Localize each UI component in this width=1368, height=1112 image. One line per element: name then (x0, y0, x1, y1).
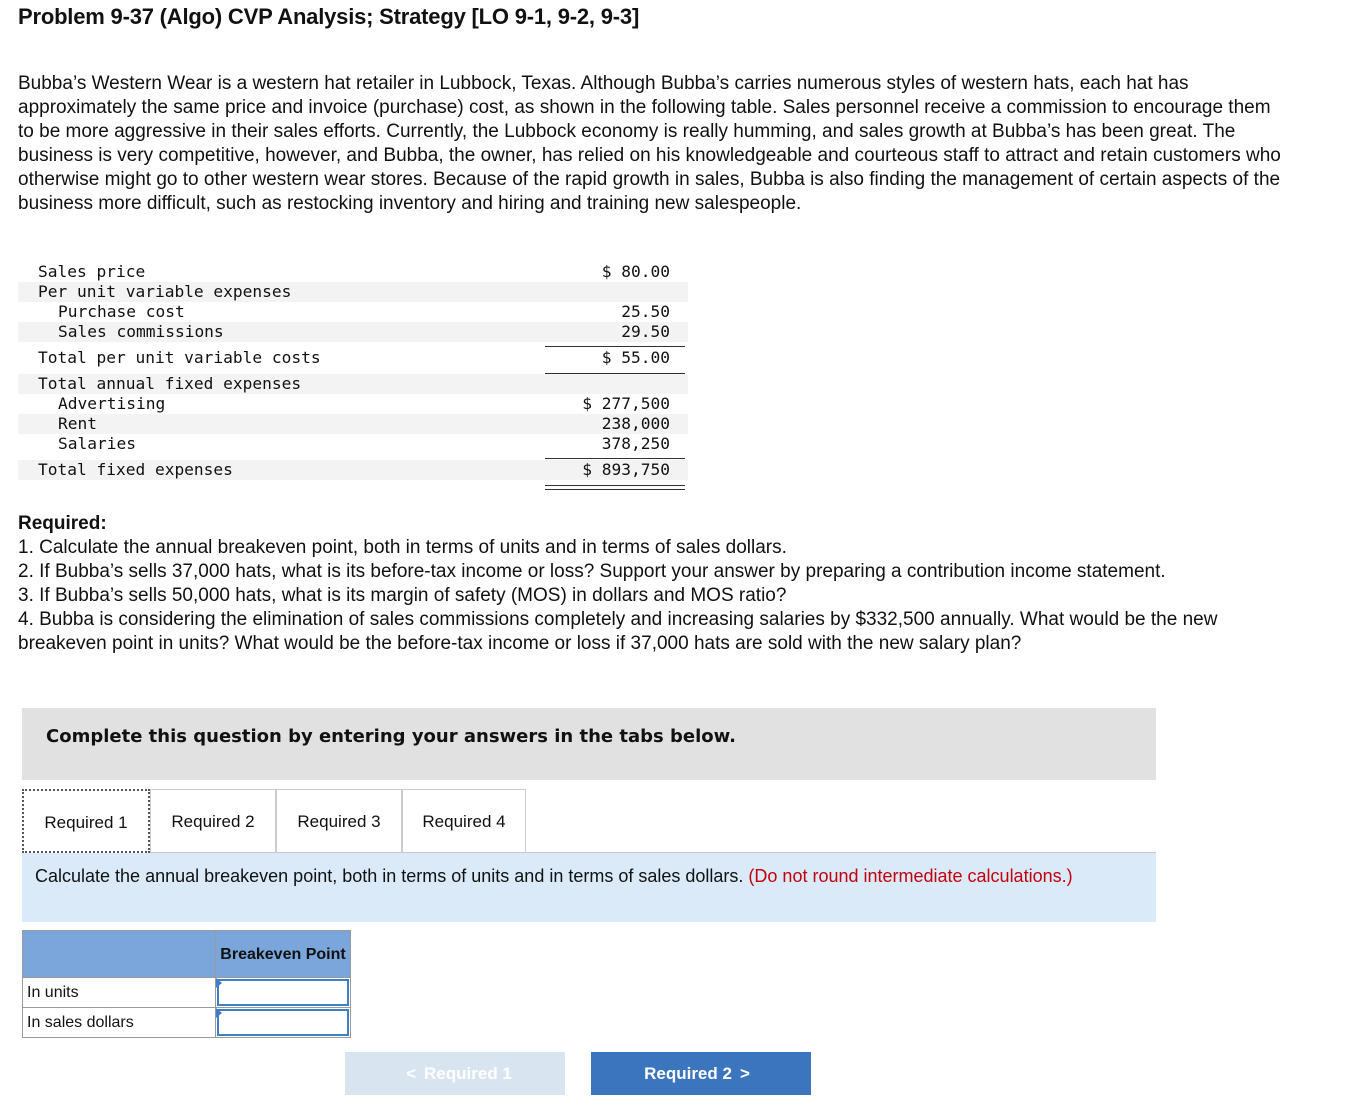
salaries-row (18, 434, 688, 454)
total-fixed-label: Total fixed expenses (38, 460, 233, 479)
required-item-1: 1. Calculate the annual breakeven point, both in terms of units and in terms of sales dollars. (18, 537, 787, 558)
purchase-cost-row (18, 302, 688, 322)
question-text-wrap (35, 866, 1125, 887)
breakeven-units-input[interactable] (216, 978, 351, 1008)
fixed-header-row (18, 374, 688, 394)
next-button-label: Required 2 (644, 1064, 732, 1083)
commission-label: Sales commissions (58, 322, 224, 341)
fixed-header-label: Total annual fixed expenses (38, 374, 302, 393)
total-fixed-row (18, 460, 688, 480)
question-note: (Do not round intermediate calculations.) (748, 866, 1073, 886)
required-item-4: 4. Bubba is considering the elimination of sales commissions completely and increasing salaries by $332,500 annually. What would be the new breakeven point in units? What would be the before-tax income or loss if 37,000 hats are sold with the new salary plan? (18, 609, 1218, 654)
in-sales-dollars-label: In sales dollars (23, 1008, 216, 1038)
answer-header-blank (23, 931, 216, 978)
answer-header-row (23, 931, 351, 978)
total-fixed-value: $ 893,750 (582, 460, 670, 479)
in-units-label: In units (23, 978, 216, 1008)
sales-price-row (18, 262, 688, 282)
sales-price-value: $ 80.00 (601, 262, 670, 281)
required-item-3: 3. If Bubba’s sells 50,000 hats, what is its margin of safety (MOS) in dollars and MOS ratio? (18, 585, 787, 606)
tab-required-3[interactable]: Required 3 (276, 789, 402, 852)
breakeven-point-header: Breakeven Point (216, 931, 351, 978)
required-item-2: 2. If Bubba’s sells 37,000 hats, what is its before-tax income or loss? Support your answer by preparing a contribution income statement. (18, 561, 1166, 582)
prev-button-label: Required 1 (424, 1064, 512, 1083)
question-panel (22, 853, 1156, 922)
salaries-label: Salaries (58, 434, 136, 453)
tab-required-2[interactable]: Required 2 (150, 789, 276, 852)
commission-value: 29.50 (621, 322, 670, 341)
input-field[interactable] (217, 979, 349, 1006)
rent-value: 238,000 (601, 414, 670, 433)
problem-description: Bubba’s Western Wear is a western hat retailer in Lubbock, Texas. Although Bubba’s carries numerous styles of western hats, each hat has approximately the same price and invoice (purchase) cost, as shown in the following table. Sales personnel receive a commission to encourage them to be more aggressive in their sales efforts. Currently, the Lubbock economy is really humming, and sales growth at Bubba’s has been great. The business is very competitive, however, and Bubba, the owner, has relied on his knowledgeable and courteous staff to attract and retain customers who otherwise might go to other western wear stores. Because of the rapid growth in sales, Bubba is also finding the management of certain aspects of the business more difficult, such as restocking inventory and hiring and training new salespeople. (18, 73, 1281, 214)
answer-table (22, 930, 351, 1038)
double-divider (545, 485, 685, 490)
table-row (23, 1008, 351, 1038)
required-header: Required: (18, 513, 107, 534)
commission-row (18, 322, 688, 342)
rent-label: Rent (58, 414, 97, 433)
total-variable-value: $ 55.00 (601, 348, 670, 367)
table-row (23, 978, 351, 1008)
purchase-cost-value: 25.50 (621, 302, 670, 321)
breakeven-dollars-input[interactable] (216, 1008, 351, 1038)
salaries-value: 378,250 (601, 434, 670, 453)
input-field[interactable] (217, 1009, 349, 1036)
page-title: Problem 9-37 (Algo) CVP Analysis; Strategy [LO 9-1, 9-2, 9-3] (18, 4, 640, 29)
instruction-banner (22, 708, 1156, 780)
divider (545, 458, 685, 459)
tab-required-4[interactable]: Required 4 (402, 789, 526, 852)
advertising-row (18, 394, 688, 414)
variable-header-label: Per unit variable expenses (38, 282, 292, 301)
rent-row (18, 414, 688, 434)
total-variable-label: Total per unit variable costs (38, 348, 321, 367)
purchase-cost-label: Purchase cost (58, 302, 185, 321)
total-variable-row (18, 348, 688, 368)
instruction-text: Complete this question by entering your answers in the tabs below. (46, 726, 736, 747)
prev-required-button[interactable] (345, 1052, 565, 1095)
next-required-button[interactable] (591, 1052, 811, 1095)
divider (545, 346, 685, 347)
variable-header-row (18, 282, 688, 302)
question-text: Calculate the annual breakeven point, both in terms of units and in terms of sales dollars. (35, 866, 744, 886)
required-section (18, 512, 1288, 656)
advertising-label: Advertising (58, 394, 166, 413)
sales-price-label: Sales price (38, 262, 146, 281)
chevron-left-icon: < (406, 1064, 417, 1083)
tab-required-1[interactable]: Required 1 (22, 789, 150, 853)
chevron-right-icon: > (739, 1064, 750, 1083)
cvp-data-table (18, 262, 688, 480)
advertising-value: $ 277,500 (582, 394, 670, 413)
